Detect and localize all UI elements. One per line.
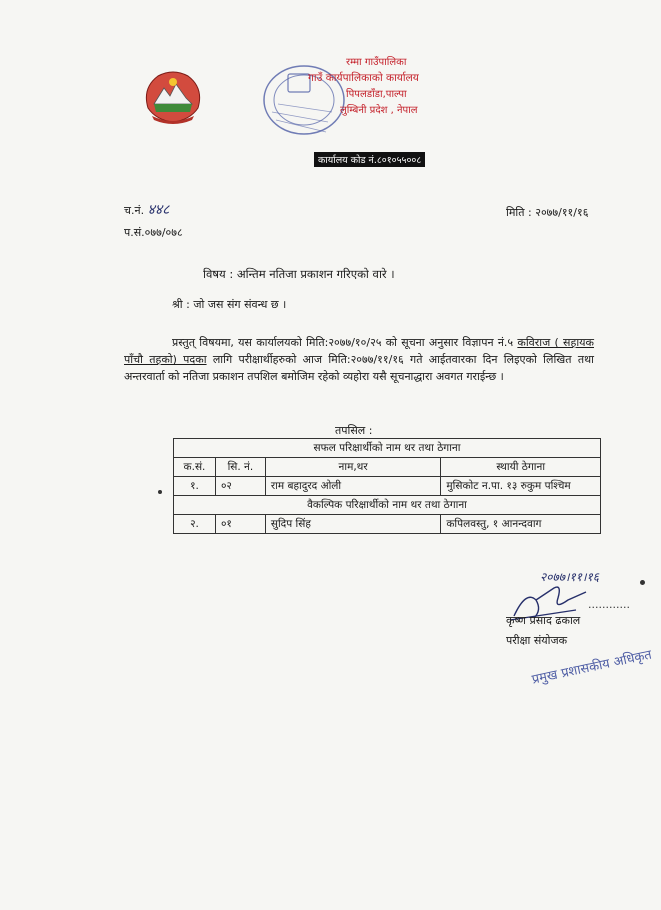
header-roll: सि. नं. — [215, 458, 265, 477]
letter-number-label: च.नं. — [124, 204, 145, 217]
header-sn: क.सं. — [174, 458, 216, 477]
office-code: कार्यालय कोड नं.८०१०५५००८ — [314, 152, 425, 167]
table-row — [174, 515, 601, 534]
body-part1: प्रस्तुत् विषयमा, यस कार्यालयको मिति:२०७७/१०/२५ को सूचना अनुसार विज्ञापन नं.५ — [172, 336, 518, 349]
table-caption: तपसिल : — [335, 424, 373, 437]
header-name: नाम,थर — [265, 458, 441, 477]
ink-dot — [158, 490, 162, 494]
body-part2: लागि परीक्षार्थीहरुको आज मिति:२०७७/११/१६ गते आईतवारका दिन लिइएको लिखित तथा अन्तरवार्ता को नतिजा प्रकाशन तपशिल बमोजिम रहेको व्यहोरा यसै सूचनाद्धारा अवगत गराईन्छ । — [124, 353, 594, 383]
alternate-title: वैकल्पिक परिक्षार्थीको नाम थर तथा ठेगाना — [174, 496, 601, 515]
signatory-name: कृष्ण प्रसाद ढकाल — [506, 614, 581, 627]
ink-dot — [640, 580, 645, 585]
passed-title: सफल परिक्षार्थीको नाम थर तथा ठेगाना — [174, 439, 601, 458]
row-sn: १. — [174, 477, 216, 496]
row-sn: २. — [174, 515, 216, 534]
signatory-title: परीक्षा संयोजक — [506, 634, 568, 647]
letter-date: मिति : २०७७/११/१६ — [506, 206, 589, 219]
letterhead-line1: रम्मा गाउँपालिका — [346, 57, 407, 68]
table-row — [174, 477, 601, 496]
letter-number — [124, 202, 169, 219]
fiscal-year: प.सं.०७७/०७८ — [124, 226, 183, 239]
post-name: कविराज ( सहायक पाँचौ तहको) पदका — [124, 336, 594, 366]
official-stamp: प्रमुख प्रशासकीय अधिकृत — [530, 647, 654, 688]
row-roll: ०२ — [215, 477, 265, 496]
results-table — [173, 438, 601, 534]
body-paragraph — [124, 334, 594, 385]
subject: विषय : अन्तिम नतिजा प्रकाशन गरिएको वारे । — [203, 267, 395, 281]
letterhead-line4: लुम्बिनी प्रदेश , नेपाल — [340, 105, 418, 116]
salutation: श्री : जो जस संग संवन्ध छ । — [172, 298, 287, 311]
nepal-emblem-icon — [140, 68, 206, 128]
letterhead-line2: गाउँ कार्यपालिकाको कार्यालय — [308, 72, 419, 84]
row-address: कपिलवस्तु, १ आनन्दवाग — [441, 515, 601, 534]
signature-date: २०७७।११।१६ — [540, 570, 600, 584]
letterhead-line3: पिपलडाँडा,पाल्पा — [346, 89, 407, 100]
header-address: स्थायी ठेगाना — [441, 458, 601, 477]
row-address: मुसिकोट न.पा. १३ रुकुम पश्चिम — [441, 477, 601, 496]
row-roll: ०१ — [215, 515, 265, 534]
letter-number-value: ४४८ — [147, 202, 170, 218]
row-name: सुदिप सिंह — [265, 515, 441, 534]
row-name: राम बहादुरद ओली — [265, 477, 441, 496]
signature-dots: ............ — [588, 598, 630, 611]
